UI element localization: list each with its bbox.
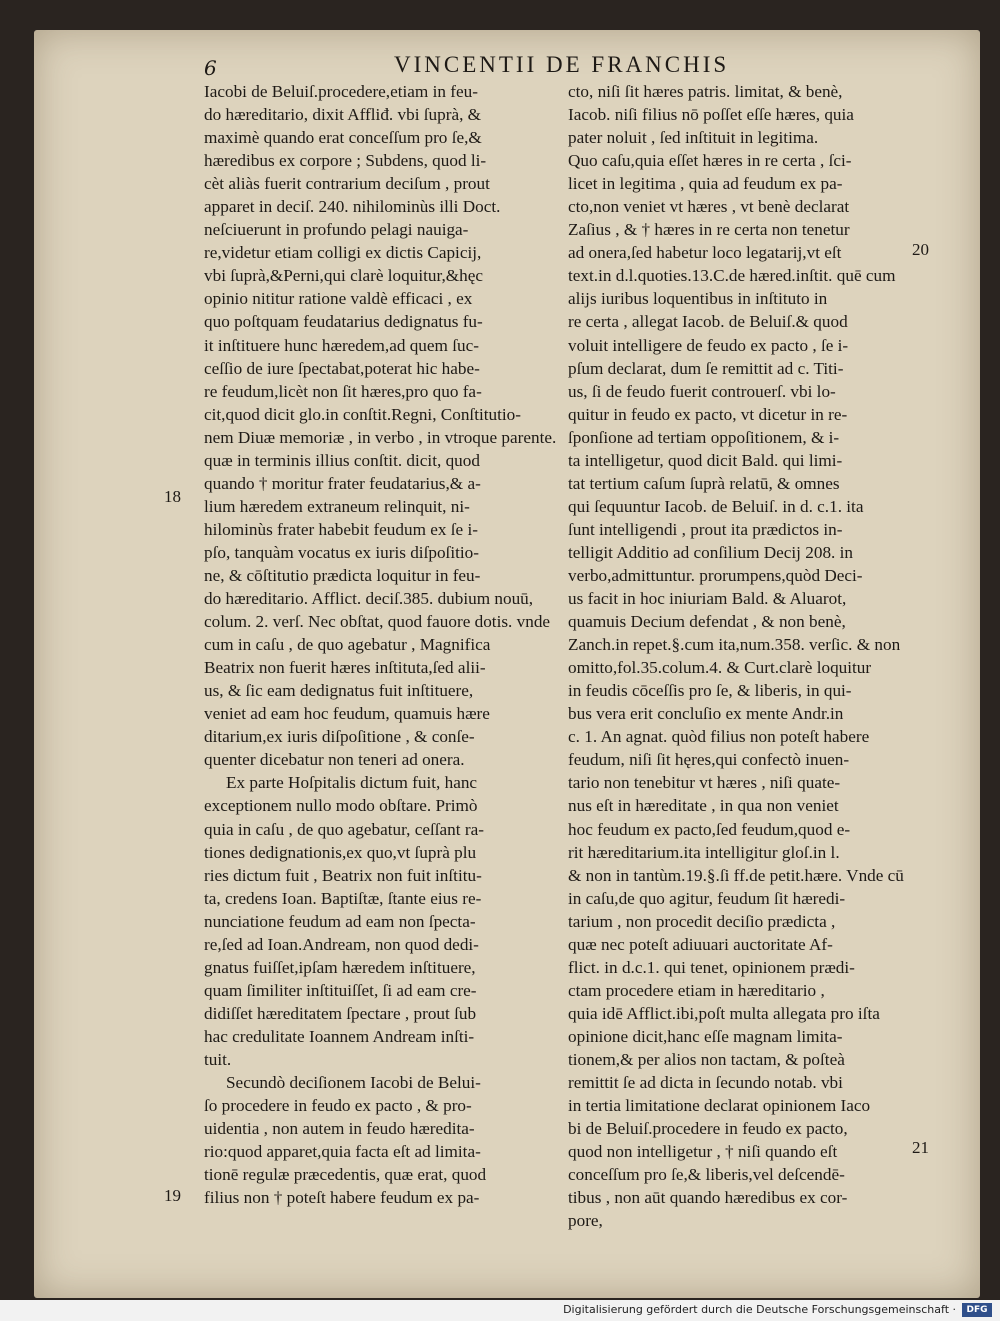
left-column-line: Secundò deciſionem Iacobi de Belui- [226,1073,481,1093]
left-column-line: pſo, tanquàm vocatus ex iuris diſpoſitio- [204,542,479,562]
left-column-line: opinio nititur ratione valdè efficaci , ex [204,289,473,309]
right-column-line: voluit intelligere de feudo ex pacto , ſe i- [568,335,849,355]
left-column-line: didiſſet hæreditatem ſpectare , prout ſub [204,1003,477,1023]
right-column-line: cto, niſi ſit hæres patris. limitat, & benè, [568,82,843,101]
left-column-line: tiones dedignationis,ex quo,vt ſuprà plu [204,842,477,862]
right-column-line: nus eſt in hæreditate , in qua non veniet [568,796,839,816]
right-column-line: pater noluit , ſed inſtituit in legitima. [568,128,819,148]
book-page [34,30,980,1298]
right-column-line: ſponſione ad tertiam oppoſitionem, & i- [568,427,840,447]
left-column-line: vbi ſuprà,&Perni,qui clarè loquitur,&hęc [204,266,484,286]
left-column-line: do hæreditario, dixit Affliđ. vbi ſuprà, & [204,105,482,125]
left-column-line: quia in caſu , de quo agebatur, ceſſant ra- [204,819,484,839]
left-column-line: hæredibus ex corpore ; Subdens, quod li- [204,151,487,171]
left-column-line: Iacobi de Beluiſ.procedere,etiam in feu- [204,82,478,101]
running-head [34,52,980,82]
right-column-line: quitur in feudo ex pacto, vt dicetur in re- [568,404,848,424]
dfg-logo: DFG [962,1303,992,1317]
right-column-line: ad onera,ſed habetur loco legatarij,vt eſt [568,243,842,263]
right-column-line: & non in tantùm.19.§.ſi ff.de petit.hære. Vnde cū [568,865,904,885]
right-column-line: in feudis cōceſſis pro ſe, & liberis, in qui- [568,681,852,701]
right-column-line: alijs iuribus loquentibus in inſtituto in [568,289,828,309]
left-column-line: cum in caſu , de quo agebatur , Magnifica [204,635,491,655]
right-column-line: licet in legitima , quia ad feudum ex pa- [568,174,843,194]
left-column-line: neſciuerunt in profundo pelagi nauiga- [204,220,469,240]
left-column-line: maximè quando erat conceſſum pro ſe,& [204,128,482,148]
left-column-line: ta, credens Ioan. Baptiſtæ, ſtante eius re- [204,888,482,908]
margin-number-20: 20 [912,240,929,259]
right-column-line: us facit in hoc iniuriam Bald. & Aluarot, [568,589,847,609]
right-column-line: ctam procedere etiam in hæreditario , [568,980,825,1000]
left-column-line: re,videtur etiam colligi ex dictis Capicij, [204,243,482,263]
left-column-line: quæ in terminis illius conſtit. dicit, quod [204,450,480,470]
right-column-line: re certa , allegat Iacob. de Beluiſ.& quod [568,312,848,332]
right-column-line: tario non tenebitur vt hæres , niſi quate- [568,773,841,793]
right-column-line: omitto,fol.35.colum.4. & Curt.clarè loquitur [568,658,872,678]
funding-notice: Digitalisierung gefördert durch die Deutsche Forschungsgemeinschaft · [563,1303,956,1316]
left-column-line: ne, & cōſtitutio prædicta loquitur in feu- [204,565,481,585]
left-column-line: tuit. [204,1049,232,1069]
left-column-line: cèt aliàs fuerit contrarium deciſum , prout [204,174,490,194]
left-column-line: nunciatione feudum ad eam non ſpecta- [204,911,476,931]
left-column-line: Beatrix non fuerit hæres inſtituta,ſed alii- [204,658,486,678]
right-column-line: pore, [568,1211,603,1231]
right-column-line: c. 1. An agnat. quòd filius non poteſt habere [568,727,870,747]
left-column-line: quo poſtquam feudatarius dedignatus fu- [204,312,483,332]
right-column-line: ta intelligetur, quod dicit Bald. qui limi- [568,450,843,470]
left-column-line: apparet in deciſ. 240. nihilominùs illi Doct. [204,197,501,217]
right-column-line: bus vera erit concluſio ex mente Andr.in [568,704,844,724]
left-column-line: quam ſimiliter inſtituiſſet, ſi ad eam cre- [204,980,477,1000]
left-column-line: Ex parte Hoſpitalis dictum fuit, hanc [226,773,478,793]
right-column-line: in tertia limitatione declarat opinionem Iaco [568,1096,871,1116]
left-column-line: cit,quod dicit glo.in conſtit.Regni, Conſtitutio- [204,404,521,424]
left-column-line: nem Diuæ memoriæ , in verbo , in vtroque parente. [204,427,557,447]
page-number: 6 [204,56,217,80]
right-column-line: text.in d.l.quoties.13.C.de hæred.inſtit. quē cum [568,266,896,286]
right-column-line: flict. in d.c.1. qui tenet, opinionem prædi- [568,957,855,977]
right-column-line: Quo caſu,quia eſſet hæres in re certa , ſci- [568,151,852,171]
left-column-line: filius non † poteſt habere feudum ex pa- [204,1188,480,1208]
left-column-line: us, & ſic eam dedignatus fuit inſtituere, [204,681,474,701]
left-column-line: hac credulitate Ioannem Andream inſti- [204,1026,475,1046]
right-column-line: us, ſi de feudo fuerit controuerſ. vbi lo- [568,381,836,401]
left-column-line: ceſſio de iure ſpectabat,poterat hic habe- [204,358,480,378]
left-column-line: colum. 2. verſ. Nec obſtat, quod fauore dotis. vnde [204,612,551,632]
left-column-line: lium hæredem extraneum relinquit, ni- [204,496,470,516]
left-column-line: tionē regulæ præcedentis, quæ erat, quod [204,1165,487,1185]
left-column-line: ditarium,ex iuris diſpoſitione , & conſe- [204,727,475,747]
running-title: VINCENTII DE FRANCHIS [394,52,730,77]
left-column-line: do hæreditario. Afflict. deciſ.385. dubium nouū, [204,589,534,609]
right-column-line: Zanch.in repet.§.cum ita,num.358. verſic. & non [568,635,901,655]
margin-number-19: 19 [164,1186,181,1205]
right-column-line: tarium , non procedit deciſio prædicta , [568,911,836,931]
right-column-line: Zaſius , & † hæres in re certa non tenetur [568,220,850,240]
right-column-line: quæ nec poteſt adiuuari auctoritate Af- [568,934,833,954]
left-column-line: re feudum,licèt non ſit hæres,pro quo fa- [204,381,482,401]
right-column-line: quamuis Decium defendat , & non benè, [568,612,846,632]
left-column-line: it inſtituere hunc hæredem,ad quem ſuc- [204,335,479,355]
right-column-line: opinione dicit,hanc eſſe magnam limita- [568,1026,843,1046]
right-column-line: remittit ſe ad dicta in ſecundo notab. vbi [568,1073,843,1093]
margin-number-18: 18 [164,487,181,506]
left-column-line: re,ſed ad Ioan.Andream, non quod dedi- [204,934,479,954]
left-column-line: exceptionem nullo modo obſtare. Primò [204,796,478,816]
left-column-line: rio:quod apparet,quia facta eſt ad limita- [204,1142,481,1162]
right-column-line: verbo,admittuntur. prorumpens,quòd Deci- [568,565,863,585]
right-column-line: qui ſequuntur Iacob. de Beluiſ. in d. c.1. ita [568,496,864,516]
right-column [568,80,928,1232]
right-column-line: ſunt intelligendi , prout ita prædictos in- [568,519,843,539]
footer-bar [0,1300,1000,1321]
right-column-line: hoc feudum ex pacto,ſed feudum,quod e- [568,819,851,839]
right-column-line: quia idē Afflict.ibi,poſt multa allegata pro iſta [568,1003,880,1023]
right-column-line: bi de Beluiſ.procedere in feudo ex pacto, [568,1119,848,1139]
right-column-line: telligit Additio ad conſilium Decij 208. in [568,542,853,562]
left-column-line: veniet ad eam hoc feudum, quamuis hære [204,704,490,724]
left-column-line: gnatus fuiſſet,ipſam hæredem inſtituere, [204,957,476,977]
left-column [204,80,564,1209]
right-column-line: quod non intelligetur , † niſi quando eſt [568,1142,838,1162]
left-column-line: ſo procedere in feudo ex pacto , & pro- [204,1096,472,1116]
right-column-line: tibus , non aūt quando hæredibus ex cor- [568,1188,848,1208]
left-column-line: quenter dicebatur non teneri ad onera. [204,750,465,770]
right-column-line: tat tertium caſum ſuprà relatū, & omnes [568,473,840,493]
left-column-line: uidentia , non autem in feudo hæredita- [204,1119,475,1139]
right-column-line: cto,non veniet vt hæres , vt benè declarat [568,197,850,217]
right-column-line: rit hæreditarium.ita intelligitur gloſ.in l. [568,842,840,862]
right-column-line: tionem,& per alios non tactam, & poſteà [568,1049,845,1069]
right-column-line: pſum declarat, dum ſe remittit ad c. Titi- [568,358,844,378]
right-column-line: in caſu,de quo agitur, feudum ſit hæredi- [568,888,846,908]
left-column-line: ries dictum fuit , Beatrix non fuit inſtitu- [204,865,482,885]
left-column-line: hilominùs frater habebit feudum ex ſe i- [204,519,478,539]
right-column-line: Iacob. niſi filius nō poſſet eſſe hæres, quia [568,105,854,125]
left-column-line: quando † moritur frater feudatarius,& a- [204,473,481,493]
right-column-line: conceſſum pro ſe,& liberis,vel deſcendē- [568,1165,845,1185]
margin-number-21: 21 [912,1138,929,1157]
right-column-line: feudum, niſi ſit hęres,qui confectò inuen- [568,750,850,770]
